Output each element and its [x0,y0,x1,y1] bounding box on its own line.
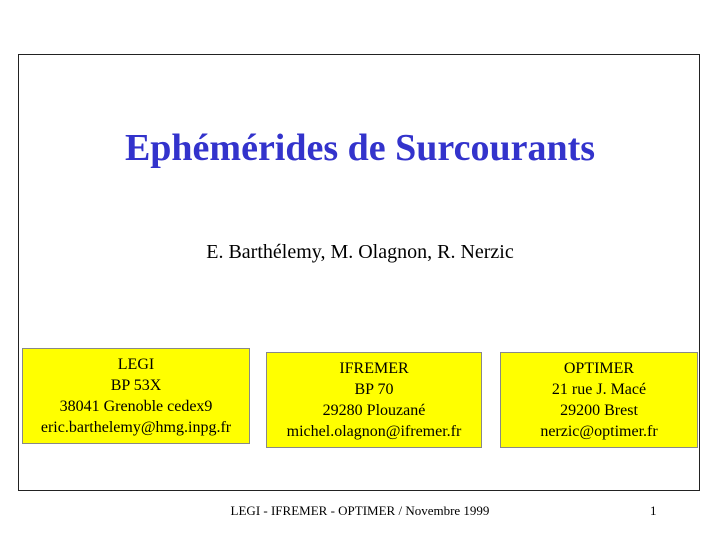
affiliation-box-ifremer [266,352,482,448]
affiliation-address-line: 21 rue J. Macé [551,381,647,398]
affiliation-name: IFREMER [339,360,409,377]
affiliation-box-optimer [500,352,698,448]
page-number: 1 [650,503,657,518]
affiliation-email: michel.olagnon@ifremer.fr [286,423,462,440]
affiliation-email: eric.barthelemy@hmg.inpg.fr [40,419,232,436]
affiliation-email: nerzic@optimer.fr [540,423,658,440]
affiliation-box-legi [22,348,250,444]
slide-title: Ephémérides de Surcourants [124,127,596,169]
affiliation-address-line: BP 53X [110,377,162,394]
affiliation-city-line: 29280 Plouzané [322,402,426,419]
slide-authors: E. Barthélemy, M. Olagnon, R. Nerzic [206,241,514,263]
slide-footer: LEGI - IFREMER - OPTIMER / Novembre 1999 [230,503,490,518]
affiliation-address-line: BP 70 [354,381,394,398]
affiliation-city-line: 38041 Grenoble cedex9 [59,398,213,415]
affiliation-name: OPTIMER [563,360,635,377]
affiliation-city-line: 29200 Brest [560,402,638,419]
affiliation-name: LEGI [117,356,155,373]
